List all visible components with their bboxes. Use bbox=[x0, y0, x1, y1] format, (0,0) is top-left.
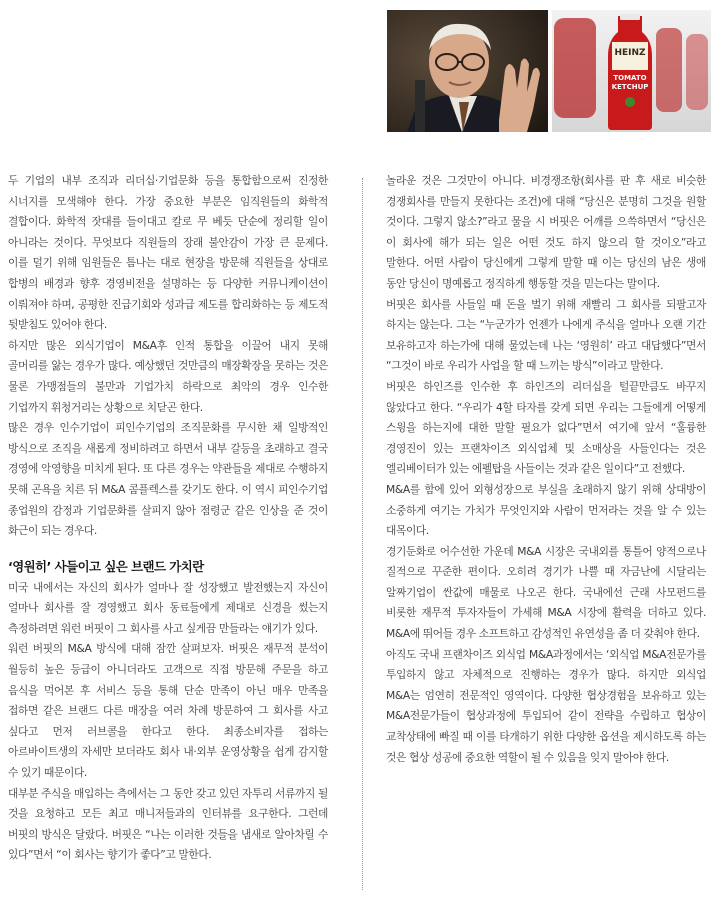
ketchup-image bbox=[552, 10, 711, 132]
paragraph: 하지만 많은 외식기업이 M&A후 인적 통합을 이끌어 내지 못해 골머리를 앓는 경우가 많다. 예상했던 것만큼의 매장확장을 못하는 것은 물론 가맹점들의 불만과 기업가치 하락으로 최악의 경우 인수한 기업까지 휘청거리는 상황으로 치닫곤 한다. bbox=[8, 338, 328, 414]
section-subheading: ‘영원히’ 사들이고 싶은 브랜드 가치란 bbox=[8, 558, 204, 574]
paragraph: 두 기업의 내부 조직과 리더십·기업문화 등을 통합함으로써 진정한 시너지를 모색해야 한다. 가장 중요한 부분은 임직원들의 화학적 결합이다. 화학적 잣대를 들이대고 칼로 무 베듯 단순에 정리할 일이 아니라는 것이다. 무엇보다 직원들의 장래 불안감이 가장 큰 문제다. 이를 덜기 위해 임원들은 틈나는 대로 현장을 방문해 직원들을 상대로 합병의 배경과 향후 경영비전을 설명하는 등 다양한 커뮤니케이션이 이뤄져야 하며, 공평한 진급기회와 성과급 제도를 합리화하는 등 제도적 뒷받침도 있어야 한다. bbox=[8, 174, 328, 332]
paragraph: 많은 경우 인수기업이 피인수기업의 조직문화를 무시한 채 일방적인 방식으로 조직을 새롭게 정비하려고 하면서 내부 갈등을 초래하고 결국 경영에 악영향을 미치게 된다. 또 다른 경우는 약관들을 제대로 수행하지 못해 곤욕을 치른 뒤 M&A 콤플렉스를 갖기도 한다. 이 역시 피인수기업 종업원의 감정과 기업문화를 살피지 않아 점령군 같은 인상을 준 것이 화근이 되는 경우다. bbox=[8, 421, 328, 538]
article-right-column bbox=[386, 171, 706, 768]
paragraph: 놀라운 것은 그것만이 아니다. 비경쟁조항(회사를 판 후 새로 비슷한 경쟁회사를 만들지 못한다는 조건)에 대해 “당신은 분명히 그것을 원할 것이다. 그렇지 않소?”라고 물을 시 버핏은 어깨를 으쓱하면서 “당신은 이 회사에 해가 되는 일은 어떤 것도 하지 않으리 할 것이오”라고 말한다. 어떤 사람이 당신에게 그렇게 말할 때 이는 당신의 남은 생애 동안 당신이 명예롭고 정직하게 행동할 것을 믿는다는 말이다. bbox=[386, 174, 706, 290]
column-divider bbox=[362, 178, 363, 890]
paragraph: M&A를 함에 있어 외형성장으로 부실을 초래하지 않기 위해 상대방이 소중하게 여기는 가치가 무엇인지와 사람이 먼저라는 것을 알 수 있는 대목이다. bbox=[386, 482, 706, 538]
paragraph: 미국 내에서는 자신의 회사가 얼마나 잘 성장했고 발전했는지 자신이 얼마나 회사를 잘 경영했고 회사 동료들에게 제대로 신경을 썼는지 측정하려면 워런 버핏이 그 회사를 사고 싶게끔 만들라는 얘기가 있다. bbox=[8, 580, 328, 635]
paragraph: 버핏은 하인즈를 인수한 후 하인즈의 리더십을 털끝만큼도 바꾸지 않았다고 한다. “우리가 4할 타자를 갖게 되면 우리는 그들에게 어떻게 스윙을 하는지에 대한 말할 필요가 없다”면서 여기에 앞서 “훌륭한 경영진이 있는 프랜차이즈 외식업체 및 소매상을 사들인다는 것은 엘리베이터가 있는 에펠탑을 사들이는 것과 같은 일이다”고 전했다. bbox=[386, 379, 706, 476]
bottle-brand-text: HEINZ bbox=[614, 48, 646, 58]
bottle-label-line2: KETCHUP bbox=[611, 83, 649, 91]
portrait-photo bbox=[387, 10, 548, 132]
ketchup-bottles-photo bbox=[552, 10, 711, 132]
article-left-column bbox=[8, 171, 328, 866]
paragraph: 경기둔화로 어수선한 가운데 M&A 시장은 국내외를 통틀어 양적으로나 질적으로 꾸준한 편이다. 오히려 경기가 나쁠 때 자금난에 시달리는 알짜기업이 싼값에 매물로 나오곤 한다. 국내에선 근래 사모펀드를 비롯한 재무적 투자자들이 가세해 M&A 시장에 활력을 더하고 있다. M&A에 뛰어들 경우 소프트하고 감성적인 유연성을 좀 더 갖춰야 한다. bbox=[386, 544, 706, 641]
paragraph: 아직도 국내 프랜차이즈 외식업 M&A과정에서는 ‘외식업 M&A전문가를 투입하지 않고 자체적으로 진행하는 경우가 많다. 하지만 외식업 M&A는 엄연히 전문적인 영역이다. 다양한 협상경험을 보유하고 있는 M&A전문가들이 협상과정에 투입되어 같이 전략을 수립하고 협상이 교착상태에 빠질 때 이를 타개하기 위한 다양한 옵션을 제시하도록 하는 것은 협상 성공에 중요한 역할이 될 수 있음을 잊지 말아야 한다. bbox=[386, 647, 706, 764]
paragraph: 버핏은 회사를 사들일 때 돈을 벌기 위해 재빨리 그 회사를 되팔고자 하지는 않는다. 그는 “누군가가 언젠가 나에게 주식을 얼마나 오랜 기간 보유하고자 하는가에 대해 물었는데 나는 ‘영원히’ 라고 대답했다”면서 “그것이 바로 우리가 사업을 할 때 느끼는 방식”이라고 말한다. bbox=[386, 297, 706, 373]
portrait-image bbox=[387, 10, 548, 132]
paragraph: 대부분 주식을 매입하는 측에서는 그 동안 갖고 있던 자투리 서류까지 될 것을 요청하고 모든 최고 매니저들과의 인터뷰를 요구한다. 그런데 버핏의 방식은 달랐다. 버핏은 “나는 이러한 것들을 냄새로 알아차릴 수 있다”면서 “이 회사는 향기가 좋다”고 말한다. bbox=[8, 786, 328, 862]
paragraph: 워런 버핏의 M&A 방식에 대해 잠깐 살펴보자. 버핏은 재무적 분석이 월등히 높은 등급이 아니더라도 고객으로 직접 방문해 주문을 하고 음식을 먹어본 후 서비스 등을 통해 단순 만족이 아닌 매우 만족을 접하면 같은 브랜드 다른 매장을 여러 차례 방문하여 그 회사를 사고 싶다고 먼저 러브콜을 한다고 한다. 최종소비자를 접하는 아르바이트생의 자세만 보더라도 회사 내·외부 운영상황을 쉽게 감지할 수 있기 때문이다. bbox=[8, 642, 328, 780]
bottle-label-line1: TOMATO bbox=[613, 74, 647, 82]
